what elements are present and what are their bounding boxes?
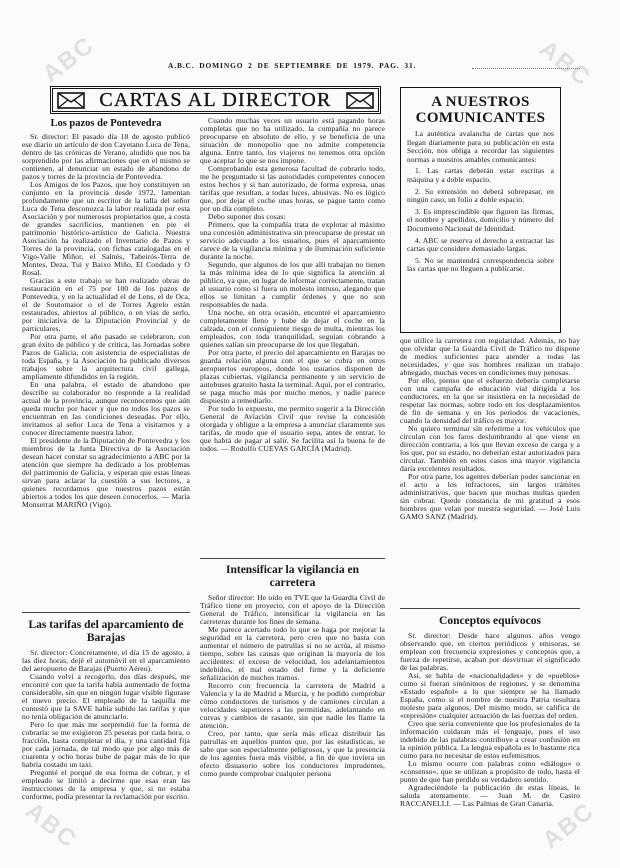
letter-vigilancia-continued [400, 337, 580, 603]
notice-rule: 4. ABC se reserva el derecho a extractar las cartas que considere demasiado largas. [407, 235, 554, 254]
letter-conceptos [400, 613, 580, 855]
notice-rule: 1. Las cartas deberán estar escritas a máquina y a doble espacio. [407, 166, 554, 184]
watermark: ABC [537, 797, 600, 855]
notice-rule: 3. Es imprescindible que figuren las firmas, el nombre y apellidos, domicilio y número del Documento Nacional de Identidad. [407, 206, 554, 233]
section-title: CARTAS AL DIRECTOR [99, 89, 332, 111]
column-rule [22, 612, 190, 613]
body-paragraph: Comprobando esta generosa facultad de cobrarlo todo, me he preguntado si las autoridades competentes conocen estos hechos y si han autorizado, de forma expresa, unas tarifas que resultan, a todas luces, abusivas. No es lógico que, por dejar el coche unas horas, se pague tanto como por un día completo. [200, 164, 385, 213]
watermark: ABC [534, 35, 597, 93]
watermark: ABC [20, 797, 83, 855]
body-paragraph: No quiero terminar sin referirme a los vehículos que circulan con los faros deslumbrando al que viene en dirección contraria, a los que llevan exceso de carga y a los que, por su estado, no deberían estar autorizados para circular. También en estos casos una mayor vigilancia daría excelentes resultados. [400, 424, 580, 473]
letter-headline: Intensificar la vigilancia en carretera [226, 564, 359, 589]
body-paragraph: El presidente de la Diputación de Pontevedra y los miembros de la Junta Directiva de la Asociación desean hacer constar su agradecimiento a ABC por la atención que siempre ha dedicado a los problemas del patrimonio de Galicia, y esperan que estas líneas sirvan para aclarar la cuestión a sus lectores, a quienes recordamos que nuestros pazos están abiertos a todos los que deseen conocerlos. — María Monserrat MARIÑO (Vigo). [22, 436, 190, 509]
body-paragraph: Por otra parte, el precio del aparcamiento en Barajas no guarda relación alguna con el que se cobra en otros aeropuertos europeos, donde los usuarios disponen de plazas cubiertas, vigilancia permanente y un servicio de autobuses gratuito hasta la terminal. Aquí, por el contrario, se paga mucho más por mucho menos, y nadie parece dispuesto a remediarlo. [200, 348, 385, 405]
body-paragraph: Pero lo que más me sorprendió fue la forma de cobrarla: se me exigieron 25 pesetas por cada hora, o fracción, hasta completar el día, y una cantidad fija por cada jornada, de tal modo que por algo más de cuarenta y ocho horas hube de pagar más de lo que habría costado un taxi. [22, 720, 190, 769]
body-paragraph: Por otra parte, los agentes deberían poder sancionar en el acto a los infractores, sin largos trámites administrativos, que hacen que muchas multas queden sin cobrar. Quede constancia de mi gratitud a esos hombres que velan por nuestra seguridad. — José Luis GAMO SANZ (Madrid). [400, 472, 580, 521]
page-header: A.B.C. DOMINGO 2 DE SEPTIEMBRE DE 1979. PAG. 31. [168, 61, 417, 70]
body-paragraph: Recorro con frecuencia la carretera de Madrid a Valencia y la de Madrid a Murcia, y he podido comprobar cómo conductores de turismos y de camiones circulan a velocidades superiores a las permitidas, adelantando en curvas y cambios de rasante, sin que nadie les llame la atención. [200, 681, 385, 730]
body-paragraph: Agradeciéndole la publicación de estas líneas, le saluda atentamente. — Juan M. de Castro RACCANELLI. — Las Palmas de Gran Canaria. [400, 783, 580, 808]
body-paragraph: Debo suponer dos cosas: [208, 212, 286, 221]
body-paragraph: Primero, que la compañía trata de explotar al máximo una concesión administrativa sin preocuparse de prestar un servicio adecuado a los usuarios, pues el aparcamiento carece de la vigilancia mínima y de iluminación suficiente durante la noche. [200, 220, 385, 261]
body-paragraph: Sr. director: El pasado día 18 de agosto publicó ese diario un artículo de don Cayetano Luca de Tena, dentro de las crónicas de Verano, aludido que nos ha sorprendido por las afirmaciones que en el mismo se contienen, al denunciar un estado de abandono de pazos y torres de la provincia de Pontevedra. [22, 132, 190, 181]
body-paragraph: Así, se habla de «nacionalidades» y de «pueblos» como si fueran sinónimos de regiones, y se denomina «Estado español» a lo que siempre se ha llamado España, como si el nombre de nuestra Patria resultara molesto para algunos. Del mismo modo, se califica de «represión» cualquier actuación de las fuerzas del orden. [400, 671, 580, 720]
notice-rule: 2. Su extensión no deberá sobrepasar, en ningún caso, un folio a doble espacio. [407, 186, 554, 205]
body-paragraph: Sr. director: Desde hace algunos años vengo observando que, en ciertos periódicos y emisoras, se emplean con frecuencia expresiones y conceptos que, a fuerza de repetirse, acaban por desvirtuar el significado de las palabras. [400, 631, 580, 672]
letter-vigilancia [200, 562, 385, 855]
body-paragraph: Creo que sería conveniente que los profesionales de la información cuidaran más el lenguaje, pues el uso indebido de las palabras contribuye a crear confusión en la opinión pública. La lengua española es lo bastante rica como para no necesitar de estos eufemismos. [400, 719, 580, 760]
letter-pazos [22, 118, 190, 608]
notice-title: COMUNICANTES [415, 110, 546, 126]
notice-box [400, 87, 561, 333]
notice-intro: La auténtica avalancha de cartas que nos llegan diariamente para su publicación en esta Sección, nos obliga a recordar las siguientes normas a nuestros amables comunicantes: [407, 129, 554, 164]
body-paragraph: Los Amigos de los Pazos, que hoy constituyen un conjunto en la provincia desde 1972, lamentan profundamente que un escritor de la talla del señor Luca de Tena desconozca la labor realizada por esta Asociación y por numerosos propietarios que, a costa de grandes sacrificios, mantienen en pie el patrimonio histórico-artístico de Galicia. Nuestra Asociación ha realizado el Inventario de Pazos y Torres de la provincia, con fichas catalogadas en el Vigo-Valle Miñor, el Salnés, Tabeirós-Terra de Montes, Deza, Tui y Baixo Miño, El Condado y O Rosal. [22, 180, 190, 277]
column-rule [200, 558, 385, 559]
letter-headline: Conceptos equívocos [439, 615, 541, 627]
header-dotted-rule [472, 68, 580, 69]
body-paragraph: Cuando muchas veces un usuario está pagando horas completas que no ha utilizado, la compañía no parece preocuparse en absoluto de ello, y se beneficia de una situación de monopolio que no admite competencia alguna. Entre tanto, los viajeros no tenemos otra opción que aceptar lo que se nos impone. [200, 117, 385, 165]
body-paragraph: Gracias a este trabajo se han realizado obras de restauración en el 75 por 100 de los pazos de Pontevedra, y en la actualidad el de Lens, el de Oca, el de Soutomaior o el de Torres Agrelo están restaurados, abiertos al público, o en vías de serlo, por iniciativa de la Diputación Provincial y de particulares. [22, 276, 190, 333]
body-paragraph: Por todo lo expuesto, me permito sugerir a la Dirección General de Aviación Civil que revise la concesión otorgada y obligue a la empresa a anunciar claramente sus tarifas, de modo que el usuario sepa, antes de entrar, lo que habrá de pagar al salir. Se facilita así la buena fe de todos. — Rodolfo CUEVAS GARCÍA (Madrid). [200, 404, 385, 453]
envelope-icon [346, 92, 374, 109]
body-paragraph: Cuando volví a recogerlo, dos días después, me encontré con que la tarifa había aumentado de forma considerable, sin que en ningún lugar visible figurase el nuevo precio. El empleado de la taquilla me contestó que la SAVE había subido las tarifas y que no tenía obligación de anunciarlo. [22, 672, 190, 721]
column-rule [400, 608, 580, 609]
body-paragraph: Sr. director: Concretamente, el día 15 de agosto, a las diez horas, dejé el automóvil en el aparcamiento del aeropuerto de Barajas (Puerto Aéreo). [22, 648, 190, 673]
body-paragraph: que utilice la carretera con regularidad. Además, no hay que olvidar que la Guardia Civil de Tráfico no dispone de medios suficientes para atender a todas las necesidades, y que sus hombres realizan un trabajo abnegado, muchas veces en condiciones muy penosas. [400, 337, 580, 377]
letter-barajas-continued [200, 117, 385, 555]
body-paragraph: Una noche, en otra ocasión, encontré el aparcamiento completamente lleno y hube de dejar el coche en la calzada, con el consiguiente riesgo de multa, mientras los empleados, con toda tranquilidad, seguían cobrando a quienes salían sin preocuparse de los que llegaban. [200, 308, 385, 349]
body-paragraph: En una palabra, el estado de abandono que describe su colaborador no responde a la realidad actual de la provincia, aunque reconocemos que aún queda mucho por hacer y que no todos los pazos se encuentran en las condiciones deseadas. Por ello, invitamos al señor Luca de Tena a visitarnos y a conocer directamente nuestra labor. [22, 380, 190, 437]
body-paragraph: Pregunté el porqué de esa forma de cobrar, y el empleado se limitó a decirme que esas eran las instrucciones de la empresa y que, si no estaba conforme, podía presentar la reclamación por escrito. [22, 768, 190, 801]
envelope-icon [57, 92, 85, 109]
letter-headline: Los pazos de Pontevedra [50, 118, 162, 129]
notice-title: A NUESTROS [431, 94, 530, 110]
letter-barajas [22, 617, 190, 855]
body-paragraph: Señor director: He oído en TVE que la Guardia Civil de Tráfico tiene en proyecto, con el apoyo de la Dirección General de Tráfico, intensificar la vigilancia en las carreteras durante los fines de semana. [200, 593, 385, 626]
watermark: ABC [37, 31, 100, 89]
body-paragraph: Lo mismo ocurre con palabras como «diálogo» o «consenso», que se utilizan a propósito de todo, hasta el punto de que han perdido su verdadero sentido. [400, 759, 580, 784]
body-paragraph: Me parece acertado todo lo que se haga por mejorar la seguridad en la carretera, pero creo que no basta con aumentar el número de patrullas si no se actúa, al mismo tiempo, sobre las causas que originan la mayoría de los accidentes: el exceso de velocidad, los adelantamientos indebidos, el mal estado del firme y la deficiente señalización de muchos tramos. [200, 625, 385, 682]
body-paragraph: Por ello, pienso que el esfuerzo debería completarse con una campaña de educación vial dirigida a los conductores, en la que se insistiera en la necesidad de respetar las normas, sobre todo en los desplazamientos de fin de semana y en los periodos de vacaciones, cuando la densidad del tráfico es mayor. [400, 376, 580, 425]
notice-rule: 5. No se mantendrá correspondencia sobre las cartas que no lleguen a publicarse. [407, 255, 554, 274]
body-paragraph: Segundo, que algunos de los que allí trabajan no tienen la más mínima idea de lo que significa la atención al público, ya que, en lugar de informar correctamente, tratan al usuario como si fuera un molesto intruso, alegando que ellos se limitan a cumplir órdenes y que no son responsables de nada. [200, 260, 385, 309]
body-paragraph: Creo, por tanto, que sería más eficaz distribuir las patrullas en aquellos puntos que, por las estadísticas, se sabe que son especialmente peligrosos, y que la presencia de los agentes fuera más visible, a fin de que tuviera un efecto disuasorio sobre los conductores imprudentes, como puede comprobar cualquier persona [200, 729, 385, 778]
body-paragraph: Por otra parte, el año pasado se celebraron, con gran éxito de público y de crítica, las Jornadas sobre Pazos de Galicia, con asistencia de especialistas de toda España, y la Asociación ha publicado diversos trabajos sobre la arquitectura civil gallega, ampliamente difundidos en la región. [22, 332, 190, 381]
section-title-box [50, 86, 381, 114]
letter-headline: Las tarifas del aparcamiento de Barajas [28, 619, 184, 644]
